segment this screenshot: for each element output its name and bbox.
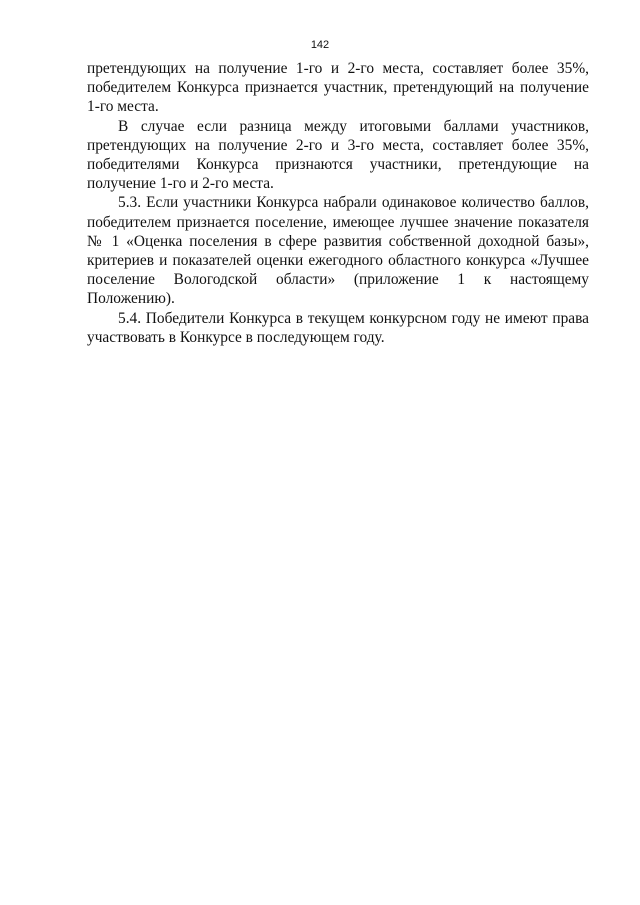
- page-number: 142: [310, 39, 330, 51]
- document-body: [87, 59, 589, 347]
- paragraph-5-4: 5.4. Победители Конкурса в текущем конкурсном году не имеют права участвовать в Конкурсе в последующем году.: [87, 309, 589, 346]
- paragraph-5-3: 5.3. Если участники Конкурса набрали одинаковое количество баллов, победителем признается поселение, имеющее лучшее значение показателя № 1 «Оценка поселения в сфере развития собственной доходной базы», критериев и показателей оценки ежегодного областного конкурса «Лучшее поселение Вологодской области» (приложение 1 к настоящему Положению).: [87, 194, 589, 308]
- paragraph-tie-second-third: В случае если разница между итоговыми баллами участников, претендующих на получение 2-го и 3-го места, составляет более 35%, победителями Конкурса признаются участники, претендующие на получение 1-го и 2-го места.: [87, 117, 589, 193]
- paragraph-continuation: претендующих на получение 1-го и 2-го места, составляет более 35%, победителем Конкурса признается участник, претендующий на получение 1-го места.: [87, 60, 589, 116]
